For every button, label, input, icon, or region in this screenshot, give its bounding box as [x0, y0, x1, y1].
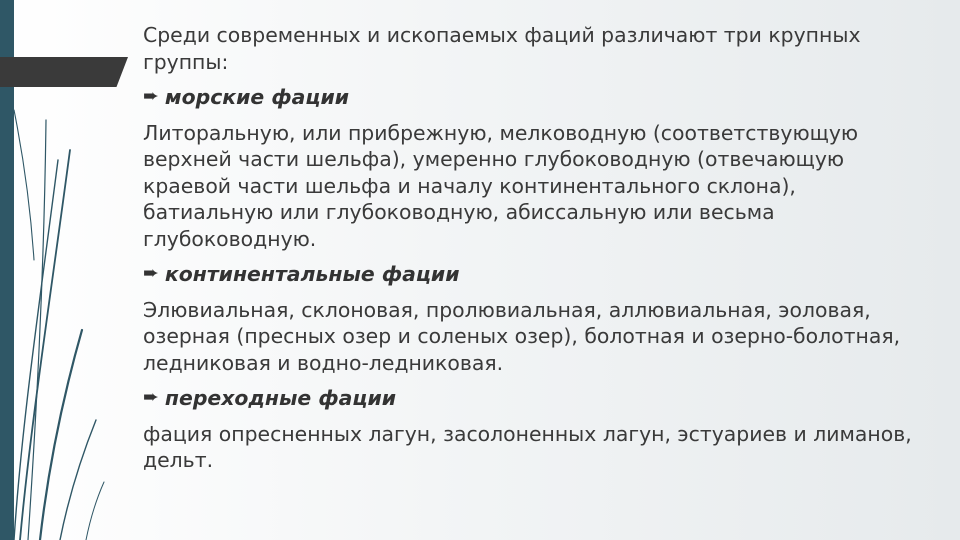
bullet-continental-label: континентальные фации [164, 262, 460, 286]
intro-text: Среди современных и ископаемых фаций различают три крупных группы: [143, 23, 861, 74]
accent-tab [0, 57, 128, 87]
bullet-marine-label: морские фации [164, 85, 350, 109]
bullet-transitional [143, 385, 913, 412]
right-arrow-icon: ➨ [143, 386, 159, 408]
right-arrow-icon: ➨ [143, 85, 159, 107]
bullet-continental [143, 261, 913, 288]
slide-content [143, 22, 913, 483]
continental-description: Элювиальная, склоновая, пролювиальная, аллювиальная, эоловая, озерная (пресных озер и соленых озер), болотная и озерно-болотная, ледниковая и водно-ледниковая. [143, 297, 901, 375]
bullet-marine [143, 84, 913, 111]
marine-description: Литоральную, или прибрежную, мелководную (соответствующую верхней части шельфа), умеренно глубоководную (отвечающую краевой части шельфа и началу континентального склона), батиальную или глубоководную, абиссальную или весьма глубоководную. [143, 120, 859, 251]
bullet-transitional-label: переходные фации [164, 386, 397, 410]
transitional-description: фация опресненных лагун, засолоненных лагун, эстуариев и лиманов, дельт. [143, 421, 912, 472]
right-arrow-icon: ➨ [143, 262, 159, 284]
